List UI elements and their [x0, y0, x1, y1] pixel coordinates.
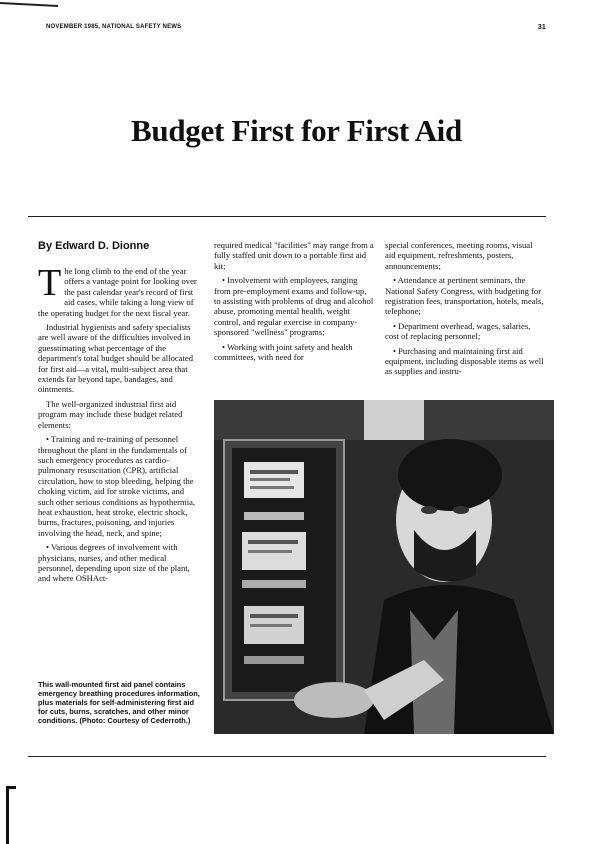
- first-aid-panel-photo: [214, 400, 554, 734]
- col1-para-3: • Training and re-training of personnel throughout the plant in the fundamentals of such emergency procedures as cardio-pulmonary resuscitation (CPR), artificial circulation, how to stop bleeding, helping the choking victim, aid for stroke victims, and such other serious conditions as hypothermia, heat exhaustion, heat stroke, electric shock, burns, fractures, poisoning, and injuries involving the head, neck, and spine;: [38, 434, 196, 538]
- binder-edge-mark: [0, 786, 16, 844]
- col3-para-2: • Department overhead, wages, salaries, cost of replacing personnel;: [385, 320, 531, 342]
- article-title: Budget First for First Aid: [131, 113, 462, 148]
- col3-para-1: • Attendance at pertinent seminars, the National Safety Congress, with budgeting for registration fees, transportation, hotels, meals, telephone;: [385, 275, 544, 317]
- photo-caption: This wall-mounted first aid panel contains emergency breathing procedures information, plus materials for self-administering first aid for cuts, burns, scratches, and other minor conditions. (Photo: Courtesy of Cederroth.): [38, 680, 200, 725]
- col2-para-1: • Involvement with employees, ranging from pre-employment exams and follow-up, to assisting with problems of drug and alcohol abuse, promoting mental health, weight control, and regular exercise in company-sponsored "wellness" programs;: [214, 275, 374, 338]
- column-2: [214, 240, 374, 366]
- column-1: [38, 262, 198, 588]
- column-3: [385, 240, 545, 381]
- col3-para-3: • Purchasing and maintaining first aid equipment, including disposable items as well as supplies and instru-: [385, 345, 544, 377]
- bottom-rule: [28, 756, 546, 757]
- byline: By Edward D. Dionne: [38, 240, 150, 252]
- col1-para-1: Industrial hygienists and safety specialists are well aware of the difficulties involved in guesstimating what percentage of the department's total budget should be allocated for first aid—a vital, multi-subject area that extends far beyond tape, bandages, and ointments.: [38, 322, 193, 395]
- scan-mark: [0, 0, 60, 8]
- col1-para-4: • Various degrees of involvement with physicians, nurses, and other medical personnel, depending upon size of the plant, and where OSHAct-: [38, 542, 190, 584]
- col1-para-2: The well-organized industrial first aid program may include these budget related elements:: [38, 398, 183, 430]
- col2-para-2: • Working with joint safety and health committees, with need for: [214, 341, 353, 363]
- running-head-text: NOVEMBER 1985, NATIONAL SAFETY NEWS: [46, 24, 182, 30]
- col1-para-0: he long climb to the end of the year offers a vantage point for looking over the past calendar year's record of first aid cases, while taking a long view of the operating budget for the next fiscal year.: [38, 266, 197, 318]
- drop-cap: T: [38, 262, 62, 304]
- col2-para-0: required medical "facilities" may range from a fully staffed unit down to a portable first aid kit;: [214, 240, 374, 271]
- page-number: 31: [537, 24, 546, 31]
- top-rule: [28, 216, 546, 217]
- col3-para-0: special conferences, meeting rooms, visual aid equipment, refreshments, posters, announcements;: [385, 240, 533, 271]
- running-header: [46, 24, 546, 36]
